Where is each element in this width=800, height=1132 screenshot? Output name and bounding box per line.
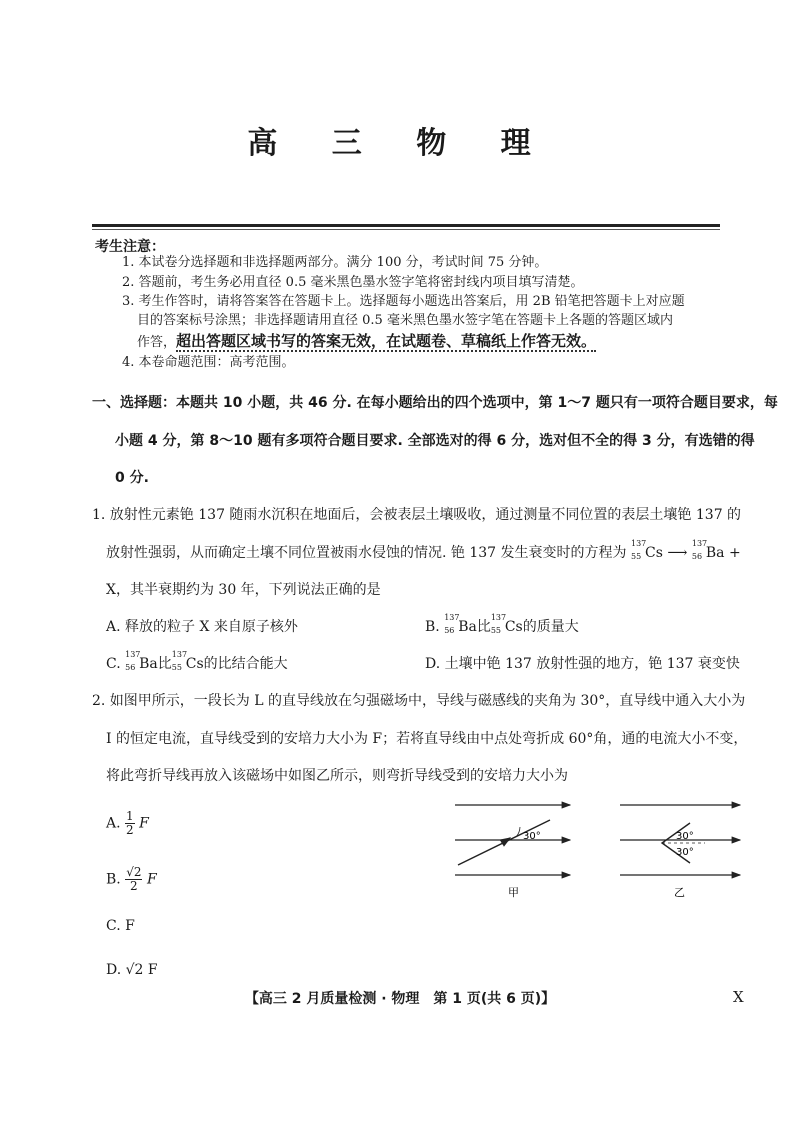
notice-item-2: 2. 答题前，考生务必用直径 0.5 毫米黑色墨水签字笔将密封线内项目填写清楚。 <box>122 275 584 290</box>
q1-line-2-text: 放射性强弱，从而确定土壤不同位置被雨水侵蚀的情况. 铯 137 发生衰变时的方程为 <box>106 545 627 561</box>
fig2-angle-bottom: 30° <box>676 847 694 858</box>
q2-line-3: 将此弯折导线再放入该磁场中如图乙所示，则弯折导线受到的安培力大小为 <box>106 768 568 784</box>
q1-option-b-tail: 的质量大 <box>522 619 579 635</box>
cs-z-b: 55 <box>490 626 502 635</box>
q1-option-d: D. 土壤中铯 137 放射性强的地方，铯 137 衰变快 <box>425 656 740 672</box>
q2-line-2: I 的恒定电流，直导线受到的安培力大小为 F；若将直导线由中点处弯折成 60°角，通的电流大小不变， <box>106 731 748 747</box>
fig1-angle: 30° <box>523 831 541 842</box>
q2-option-b-label: B. <box>106 871 121 888</box>
decay-plus: + <box>728 545 741 561</box>
q1-option-a: A. 释放的粒子 X 来自原子核外 <box>106 619 298 635</box>
ba-symbol: Ba <box>705 545 725 561</box>
q1-option-c <box>106 650 288 673</box>
q1-option-c-mid: 比 <box>157 656 172 672</box>
ba-nuclide-b <box>444 613 477 635</box>
cs-mass-c: 137 <box>171 650 188 659</box>
ba-mass: 137 <box>691 539 708 548</box>
cs-z-c: 55 <box>171 663 182 672</box>
q2-option-a-label: A. <box>106 815 121 832</box>
ba-symbol-c: Ba <box>139 656 158 672</box>
fig2-label: 乙 <box>674 886 685 899</box>
section1-line-1: 一、选择题：本题共 10 小题，共 46 分. 在每小题给出的四个选项中，第 1～7 题只有一项符合题目要求，每 <box>92 395 778 411</box>
fraction-one-half <box>125 810 135 837</box>
q2-line-1: 2. 如图甲所示，一段长为 L 的直导线放在匀强磁场中，导线与磁感线的夹角为 30°，直导线中通入大小为 <box>92 693 746 709</box>
q1-option-b <box>425 613 579 636</box>
figure-yi <box>620 805 740 899</box>
notice-item-4: 4. 本卷命题范围：高考范围。 <box>122 355 295 370</box>
q2-option-b <box>106 866 157 893</box>
notice-item-3: 3. 考生作答时，请将答案答在答题卡上。选择题每小题选出答案后，用 2B 铅笔把答题卡上对应题 <box>122 294 685 309</box>
q2-option-a-var: F <box>139 815 149 832</box>
cs-mass-b: 137 <box>490 613 507 622</box>
fig1-label: 甲 <box>508 886 519 899</box>
ba-z: 56 <box>691 552 703 561</box>
cs-nuclide <box>630 539 663 561</box>
notice-item-3-tail: 作答， <box>137 335 177 350</box>
q1-line-3: X，其半衰期约为 30 年，下列说法正确的是 <box>106 582 381 598</box>
q2-figures <box>440 795 750 905</box>
ba-nuclide <box>691 539 725 561</box>
frac-b-num: √2 <box>126 865 142 879</box>
q1-option-c-tail: 的比结合能大 <box>203 656 288 672</box>
decay-arrow: ⟶ <box>667 545 688 561</box>
header-rule <box>92 224 720 227</box>
cs-symbol: Cs <box>644 545 663 561</box>
header-rule-thin <box>92 229 720 230</box>
q1-option-c-label: C. <box>106 656 121 672</box>
ba-mass-c: 137 <box>125 650 141 659</box>
cs-mass: 137 <box>630 539 647 548</box>
page-footer: 【高三 2 月质量检测 · 物理 第 1 页(共 6 页)】 <box>244 991 556 1007</box>
notice-item-3-cont: 目的答案标号涂黑；非选择题请用直径 0.5 毫米黑色墨水签字笔在答题卡上各题的答题区域内 <box>137 313 673 328</box>
notice-item-1: 1. 本试卷分选择题和非选择题两部分。满分 100 分，考试时间 75 分钟。 <box>122 255 548 270</box>
ba-z-c: 56 <box>125 663 136 672</box>
frac-b-den: 2 <box>130 879 138 893</box>
cs-z: 55 <box>630 552 642 561</box>
ba-mass-b: 137 <box>444 613 460 622</box>
ba-z-b: 56 <box>444 626 455 635</box>
q2-option-b-var: F <box>146 871 157 888</box>
fraction-root2-over-2 <box>125 866 142 893</box>
q2-option-c: C. F <box>106 918 135 934</box>
q1-option-b-label: B. <box>425 619 440 635</box>
section1-line-2: 小题 4 分，第 8～10 题有多项符合题目要求. 全部选对的得 6 分，选对但不全的得 3 分，有选错的得 <box>115 433 755 449</box>
q1-line-2 <box>106 539 741 562</box>
corner-mark: X <box>733 988 744 1006</box>
frac-a-num: 1 <box>126 809 134 823</box>
frac-a-den: 2 <box>126 823 134 837</box>
notice-heading: 考生注意： <box>95 239 165 255</box>
q1-option-b-mid: 比 <box>476 619 491 635</box>
notice-emphasis: 超出答题区域书写的答案无效，在试题卷、草稿纸上作答无效。 <box>176 332 597 350</box>
cs-nuclide-b <box>490 613 523 635</box>
cs-nuclide-c <box>171 650 204 672</box>
q1-line-1: 1. 放射性元素铯 137 随雨水沉积在地面后，会被表层土壤吸收，通过测量不同位置的表层土壤铯 137 的 <box>92 507 742 523</box>
section1-line-3: 0 分. <box>115 470 149 486</box>
ba-symbol-b: Ba <box>458 619 477 635</box>
figure-jia <box>455 805 570 899</box>
notice-item-3-end <box>137 332 596 352</box>
cs-symbol-c: Cs <box>185 656 204 672</box>
q2-option-a <box>106 810 149 837</box>
q2-option-d: D. √2 F <box>106 962 158 978</box>
fig2-angle-top: 30° <box>676 831 694 842</box>
page-title: 高 三 物 理 <box>247 126 553 161</box>
ba-nuclide-c <box>125 650 158 672</box>
cs-symbol-b: Cs <box>504 619 523 635</box>
